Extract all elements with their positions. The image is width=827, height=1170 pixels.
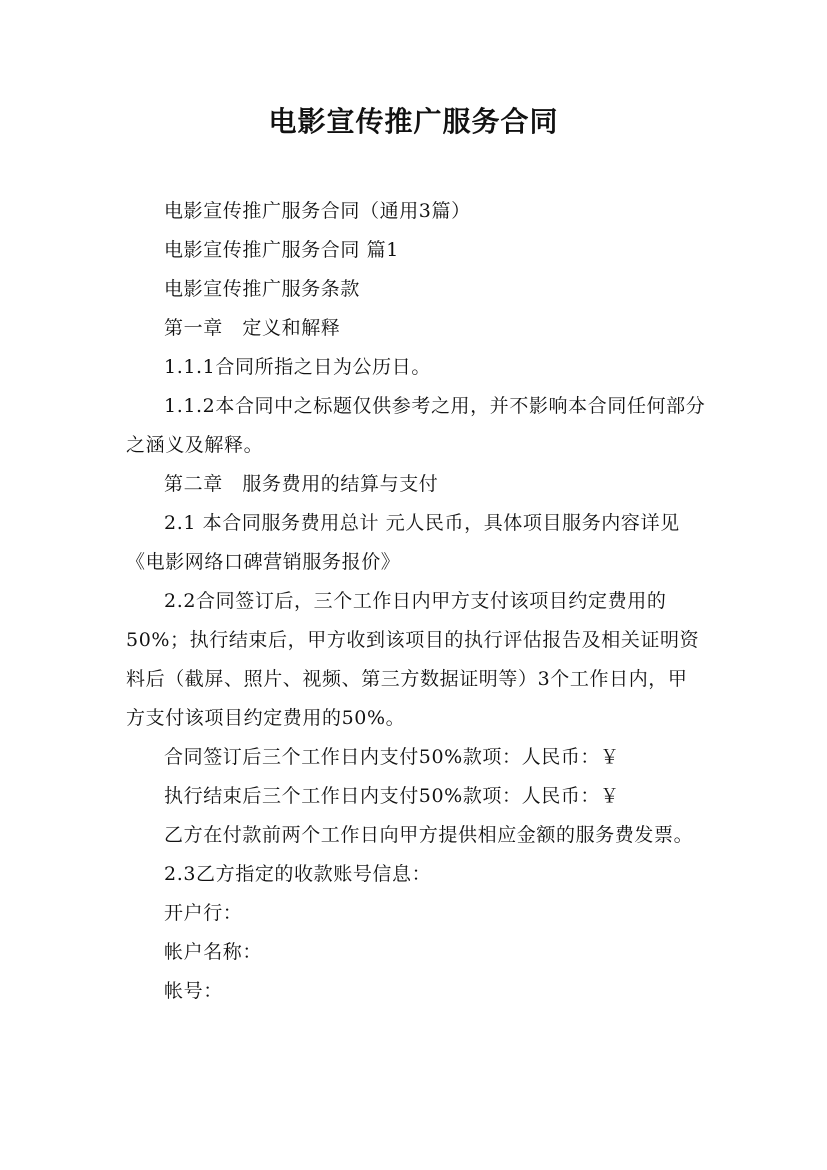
clause-2-1: 2.1 本合同服务费用总计 元人民币，具体项目服务内容详见《电影网络口碑营销服务报价》: [126, 512, 680, 573]
clause-2-2: 2.2合同签订后，三个工作日内甲方支付该项目约定费用的50%；执行结束后，甲方收到该项目的执行评估报告及相关证明资料后（截屏、照片、视频、第三方数据证明等）3个工作日内，甲方支付该项目约定费用的50%。: [126, 590, 700, 729]
payment-line-1: 合同签订后三个工作日内支付50%款项：人民币：￥: [164, 746, 620, 768]
clause-2-3: 2.3乙方指定的收款账号信息：: [164, 863, 432, 885]
invoice-paragraph: 乙方在付款前两个工作日向甲方提供相应金额的服务费发票。: [164, 824, 694, 846]
account-name-line: 帐户名称：: [164, 941, 263, 963]
document-body: [126, 192, 706, 1011]
chapter-heading-1: 第一章 定义和解释: [164, 317, 341, 339]
document-title: 电影宣传推广服务合同: [268, 105, 559, 138]
clause-1-1-1: 1.1.1合同所指之日为公历日。: [164, 356, 431, 378]
payment-line-2: 执行结束后三个工作日内支付50%款项：人民币：￥: [164, 785, 620, 807]
account-number-line: 帐号：: [164, 980, 223, 1002]
bank-name-line: 开户行：: [164, 902, 243, 924]
paragraph-section-title: 电影宣传推广服务合同 篇1: [164, 239, 399, 261]
clause-1-1-2: 1.1.2本合同中之标题仅供参考之用，并不影响本合同任何部分之涵义及解释。: [126, 395, 706, 456]
paragraph-terms-title: 电影宣传推广服务条款: [164, 278, 361, 300]
chapter-heading-2: 第二章 服务费用的结算与支付: [164, 473, 439, 495]
paragraph-subtitle: 电影宣传推广服务合同（通用3篇）: [164, 200, 471, 222]
